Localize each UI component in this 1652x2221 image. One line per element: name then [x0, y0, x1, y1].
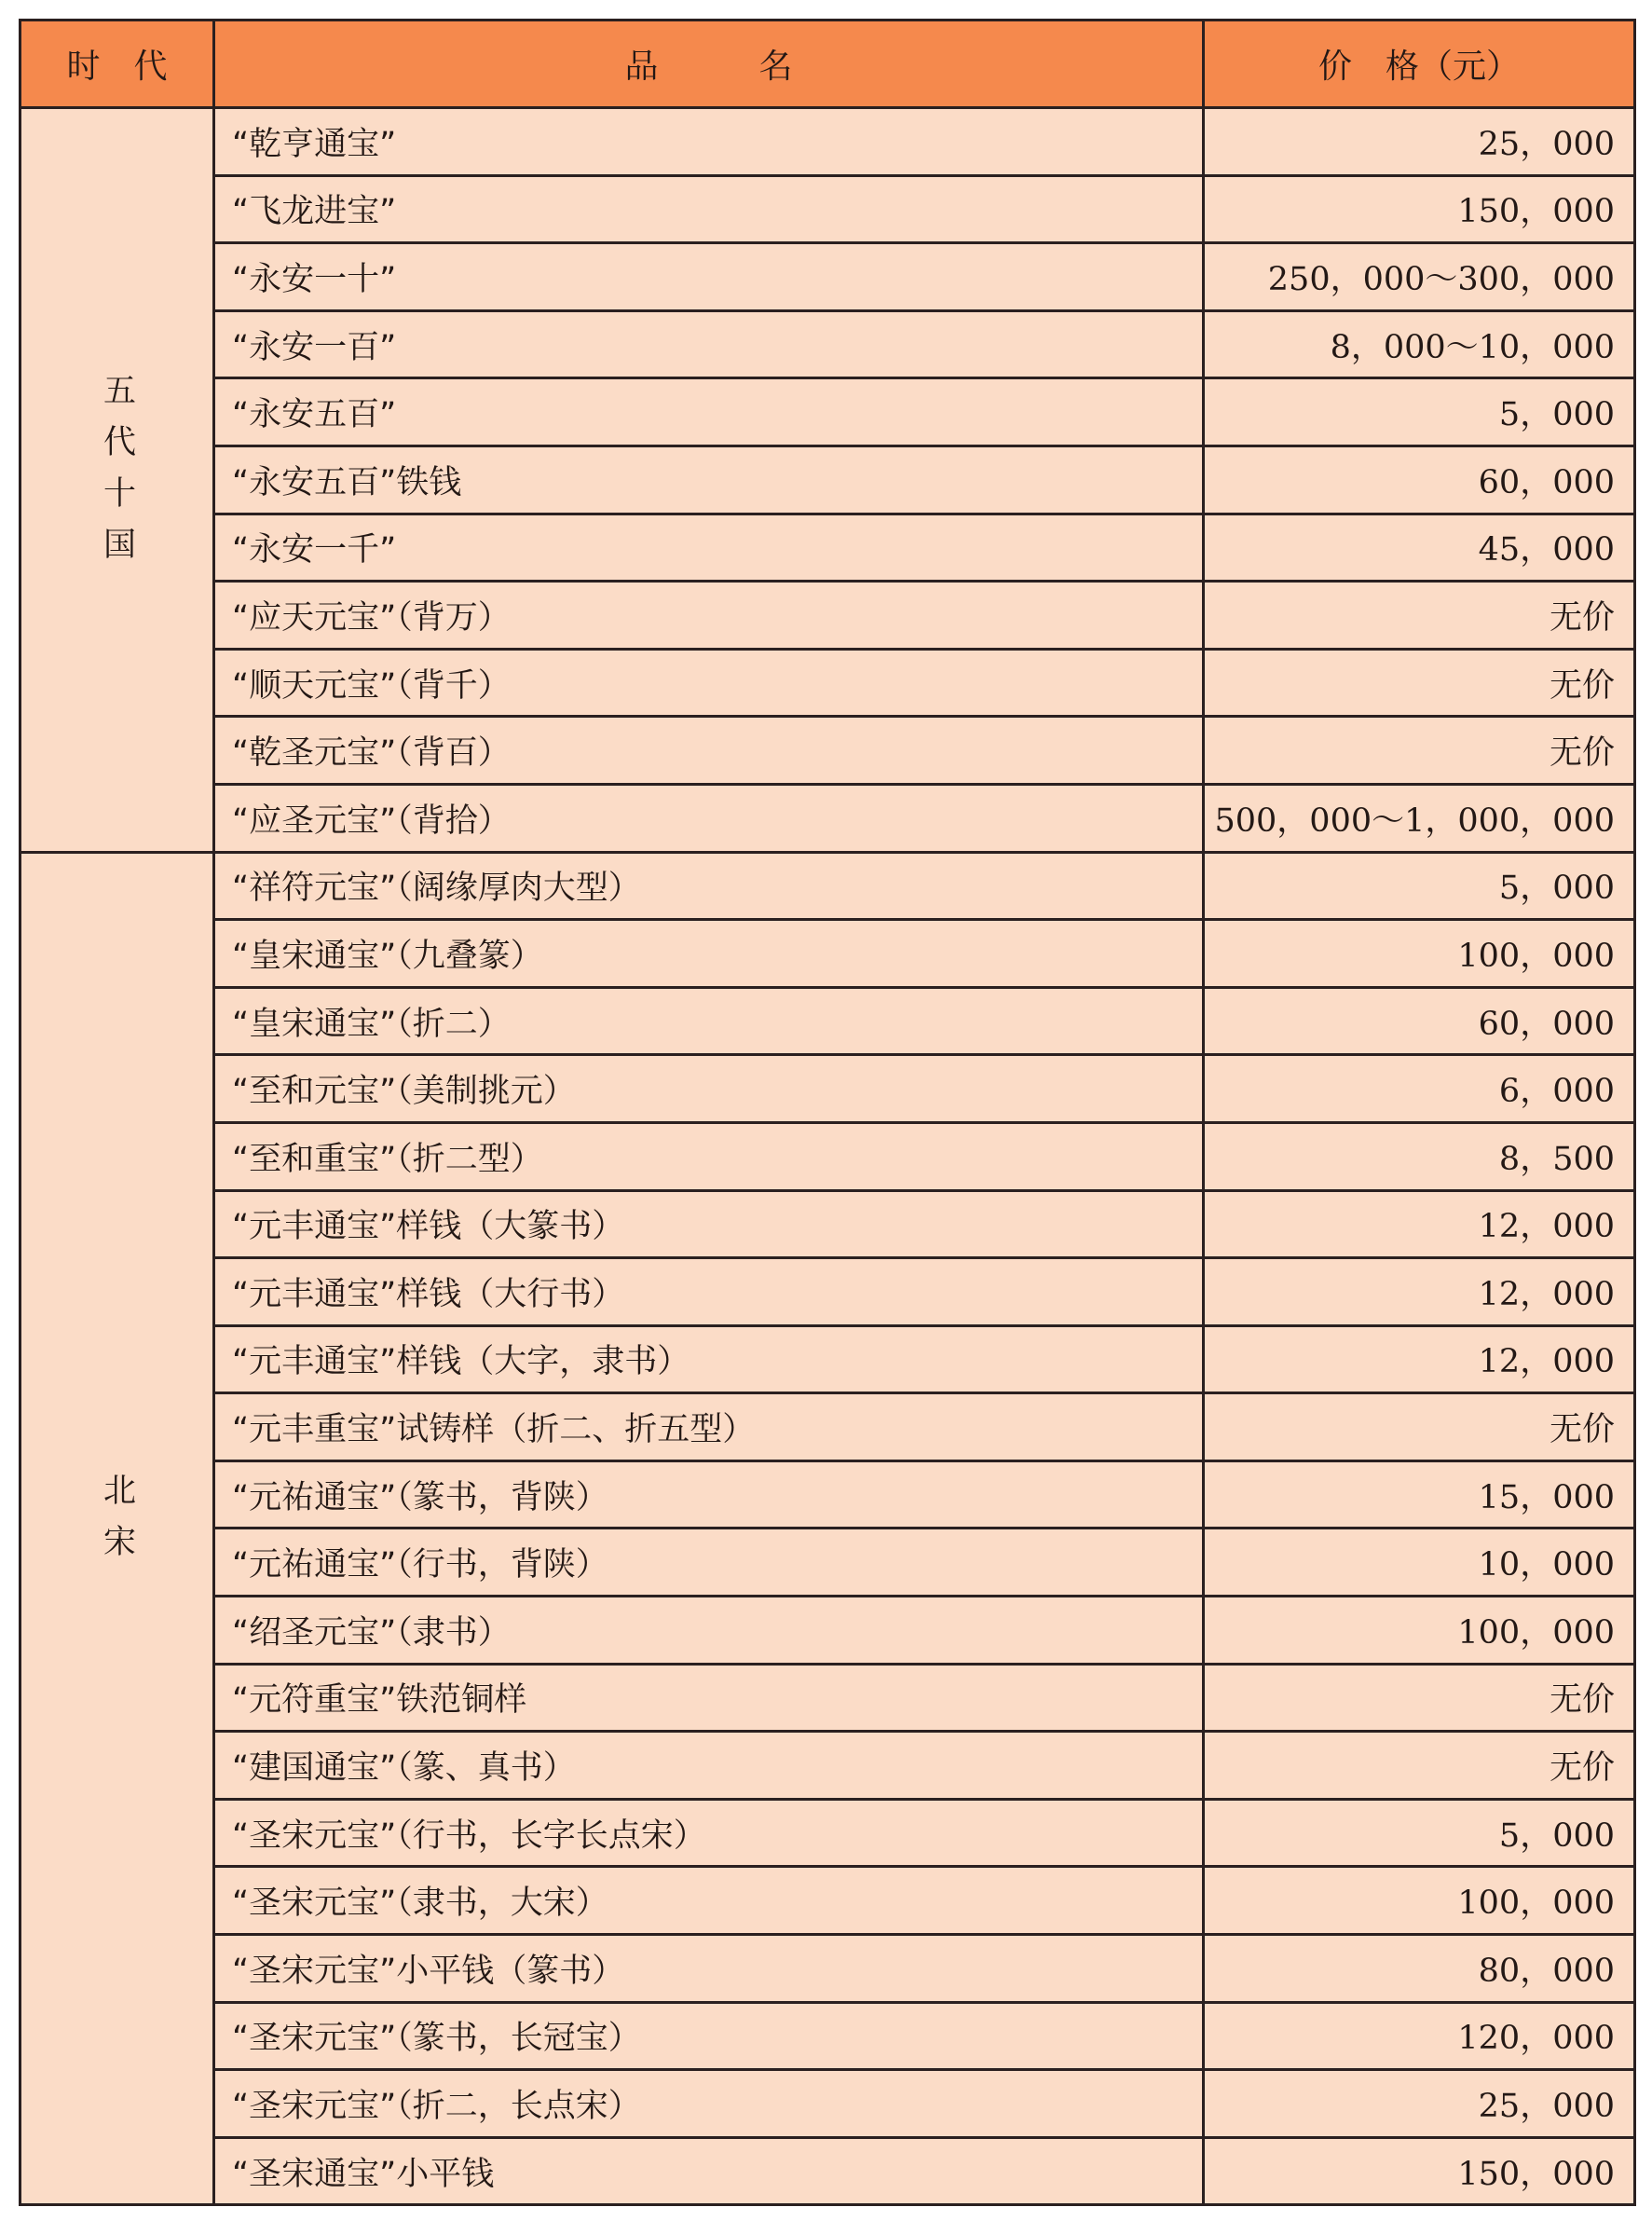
price-value: 5，000 — [1498, 1817, 1615, 1855]
table-row — [20, 987, 1635, 1055]
price-cell — [1204, 1190, 1635, 1258]
table-row — [20, 1664, 1635, 1732]
coin-name-cell: “乾亨通宝” — [214, 108, 1204, 176]
price-cell — [1204, 1597, 1635, 1665]
coin-name-cell: “元祐通宝”（篆书，背陕） — [214, 1460, 1204, 1529]
price-value: 60，000 — [1478, 463, 1615, 501]
table-row — [20, 582, 1635, 650]
table-row — [20, 2002, 1635, 2070]
price-cell — [1204, 920, 1635, 988]
coin-name-cell: “至和重宝”（折二型） — [214, 1122, 1204, 1190]
table-row — [20, 446, 1635, 514]
table-row — [20, 649, 1635, 717]
header-name: 品 名 — [214, 21, 1204, 108]
coin-name-cell: “永安一十” — [214, 243, 1204, 311]
coin-name-cell: “应天元宝”（背万） — [214, 582, 1204, 650]
price-cell — [1204, 717, 1635, 785]
price-cell — [1204, 243, 1635, 311]
price-cell — [1204, 1664, 1635, 1732]
table-row — [20, 1597, 1635, 1665]
table-row — [20, 1799, 1635, 1867]
coin-name-cell: “飞龙进宝” — [214, 175, 1204, 243]
coin-name-cell: “祥符元宝”（阔缘厚肉大型） — [214, 852, 1204, 920]
price-value: 无价 — [1549, 1749, 1615, 1788]
price-cell — [1204, 175, 1635, 243]
table-row — [20, 310, 1635, 378]
price-cell — [1204, 2002, 1635, 2070]
price-value: 60，000 — [1478, 1005, 1615, 1043]
price-value: 100，000 — [1457, 937, 1615, 975]
price-value: 45，000 — [1478, 531, 1615, 569]
coin-name-cell: “应圣元宝”（背拾） — [214, 784, 1204, 852]
price-value: 5，000 — [1498, 396, 1615, 434]
price-value: 80，000 — [1478, 1952, 1615, 1990]
price-value: 5，000 — [1498, 870, 1615, 908]
coin-name-cell: “绍圣元宝”（隶书） — [214, 1597, 1204, 1665]
coin-name-cell: “圣宋元宝”（折二，长点宋） — [214, 2070, 1204, 2138]
price-value: 25，000 — [1478, 2088, 1615, 2126]
price-cell — [1204, 310, 1635, 378]
price-cell — [1204, 1529, 1635, 1597]
era-label: 五代十国 — [98, 373, 136, 579]
table-row — [20, 1460, 1635, 1529]
price-cell — [1204, 1055, 1635, 1123]
table-row — [20, 1935, 1635, 2003]
table-row — [20, 108, 1635, 176]
price-cell — [1204, 378, 1635, 446]
coin-name-cell: “圣宋元宝”（篆书，长冠宝） — [214, 2002, 1204, 2070]
coin-name-cell: “元丰重宝”试铸样（折二、折五型） — [214, 1393, 1204, 1461]
price-cell — [1204, 1867, 1635, 1935]
coin-name-cell: “建国通宝”（篆、真书） — [214, 1732, 1204, 1800]
price-value: 12，000 — [1478, 1343, 1615, 1381]
coin-name-cell: “圣宋元宝”（行书，长字长点宋） — [214, 1799, 1204, 1867]
price-value: 12，000 — [1478, 1275, 1615, 1313]
price-value: 150，000 — [1457, 193, 1615, 231]
price-cell — [1204, 1799, 1635, 1867]
price-value: 120，000 — [1457, 2020, 1615, 2058]
price-value: 100，000 — [1457, 1885, 1615, 1923]
coin-name-cell: “永安一千” — [214, 514, 1204, 582]
table-row — [20, 1732, 1635, 1800]
price-value: 6，000 — [1498, 1073, 1615, 1111]
price-value: 500，000～1，000，000 — [1214, 802, 1615, 840]
coin-name-cell: “永安一百” — [214, 310, 1204, 378]
price-cell — [1204, 108, 1635, 176]
price-value: 无价 — [1549, 734, 1615, 773]
coin-name-cell: “元符重宝”铁范铜样 — [214, 1664, 1204, 1732]
table-row — [20, 2070, 1635, 2138]
coin-name-cell: “元丰通宝”样钱（大字，隶书） — [214, 1325, 1204, 1393]
table-header-row — [20, 21, 1635, 108]
table-row — [20, 1190, 1635, 1258]
price-value: 无价 — [1549, 1681, 1615, 1720]
price-value: 10，000 — [1478, 1546, 1615, 1584]
price-cell — [1204, 1122, 1635, 1190]
price-cell — [1204, 446, 1635, 514]
coin-name-cell: “乾圣元宝”（背百） — [214, 717, 1204, 785]
table-row — [20, 243, 1635, 311]
price-cell — [1204, 649, 1635, 717]
coin-name-cell: “元丰通宝”样钱（大篆书） — [214, 1190, 1204, 1258]
price-cell — [1204, 514, 1635, 582]
coin-name-cell: “元丰通宝”样钱（大行书） — [214, 1258, 1204, 1326]
price-cell — [1204, 852, 1635, 920]
era-cell — [20, 852, 214, 2205]
table-row — [20, 514, 1635, 582]
price-value: 8，000～10，000 — [1330, 328, 1615, 366]
coin-name-cell: “圣宋元宝”（隶书，大宋） — [214, 1867, 1204, 1935]
era-label: 北宋 — [98, 1473, 136, 1576]
table-row — [20, 717, 1635, 785]
coin-name-cell: “顺天元宝”（背千） — [214, 649, 1204, 717]
header-price: 价 格（元） — [1204, 21, 1635, 108]
price-cell — [1204, 1393, 1635, 1461]
price-value: 150，000 — [1457, 2155, 1615, 2193]
coin-name-cell: “皇宋通宝”（九叠篆） — [214, 920, 1204, 988]
price-cell — [1204, 1325, 1635, 1393]
price-value: 12，000 — [1478, 1208, 1615, 1246]
table-row — [20, 378, 1635, 446]
header-era: 时 代 — [20, 21, 214, 108]
price-value: 15，000 — [1478, 1478, 1615, 1516]
coin-name-cell: “圣宋通宝”小平钱 — [214, 2137, 1204, 2205]
table-row — [20, 852, 1635, 920]
price-cell — [1204, 582, 1635, 650]
price-cell — [1204, 2070, 1635, 2138]
coin-name-cell: “元祐通宝”（行书，背陕） — [214, 1529, 1204, 1597]
price-value: 8，500 — [1498, 1140, 1615, 1178]
table-row — [20, 2137, 1635, 2205]
table-row — [20, 1122, 1635, 1190]
price-cell — [1204, 1258, 1635, 1326]
coin-price-table — [19, 19, 1636, 2206]
coin-name-cell: “永安五百” — [214, 378, 1204, 446]
table-row — [20, 1529, 1635, 1597]
price-cell — [1204, 987, 1635, 1055]
price-value: 无价 — [1549, 1411, 1615, 1449]
coin-name-cell: “皇宋通宝”（折二） — [214, 987, 1204, 1055]
price-cell — [1204, 2137, 1635, 2205]
coin-name-cell: “至和元宝”（美制挑元） — [214, 1055, 1204, 1123]
table-body — [20, 108, 1635, 2205]
table-row — [20, 1325, 1635, 1393]
table-row — [20, 784, 1635, 852]
price-cell — [1204, 784, 1635, 852]
price-value: 无价 — [1549, 666, 1615, 705]
price-value: 100，000 — [1457, 1613, 1615, 1652]
table-row — [20, 1393, 1635, 1461]
price-value: 25，000 — [1478, 125, 1615, 163]
table-row — [20, 1055, 1635, 1123]
price-value: 无价 — [1549, 598, 1615, 637]
coin-name-cell: “圣宋元宝”小平钱（篆书） — [214, 1935, 1204, 2003]
table-row — [20, 1867, 1635, 1935]
table-row — [20, 1258, 1635, 1326]
coin-name-cell: “永安五百”铁钱 — [214, 446, 1204, 514]
table-row — [20, 175, 1635, 243]
price-cell — [1204, 1460, 1635, 1529]
price-cell — [1204, 1935, 1635, 2003]
price-value: 250，000～300，000 — [1267, 260, 1615, 298]
price-cell — [1204, 1732, 1635, 1800]
table-row — [20, 920, 1635, 988]
era-cell — [20, 108, 214, 853]
